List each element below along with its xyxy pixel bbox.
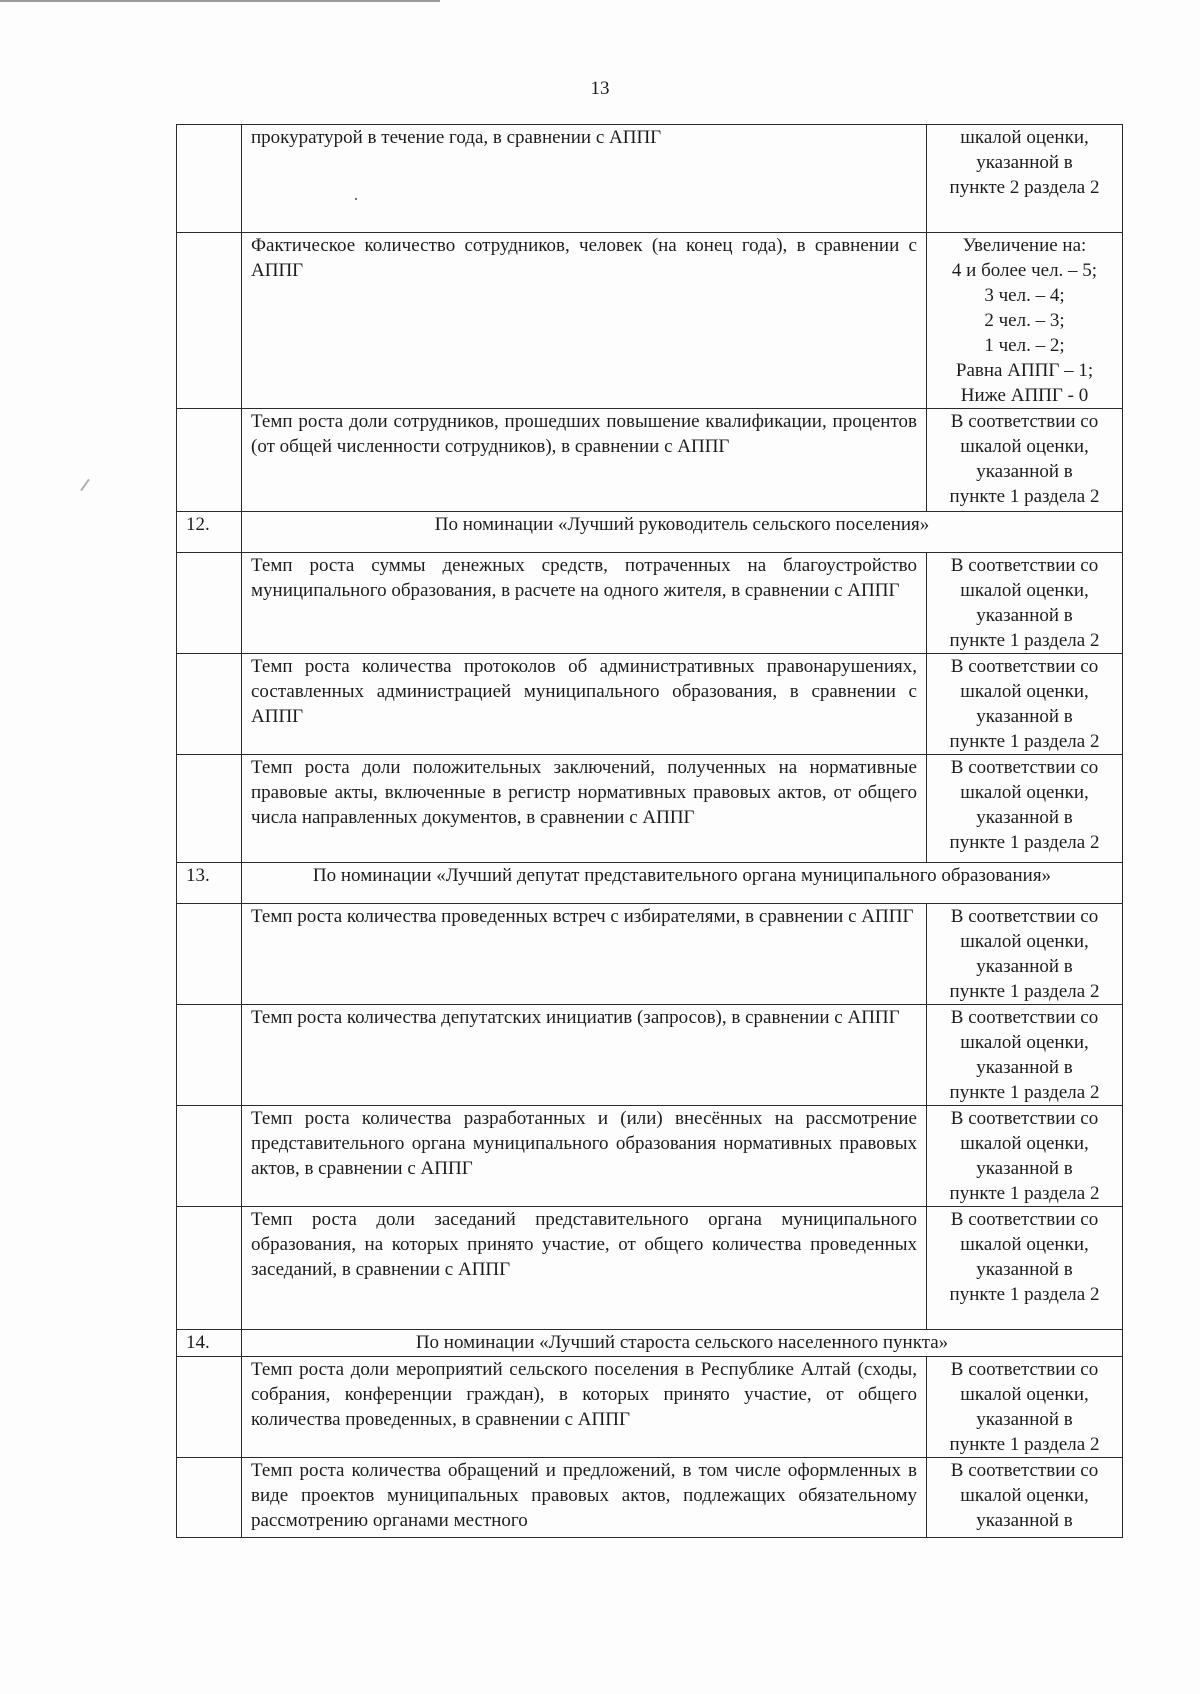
scan-edge-line bbox=[0, 0, 440, 2]
scoring-line: пункте 1 раздела 2 bbox=[949, 486, 1100, 507]
scoring-line: пункте 1 раздела 2 bbox=[949, 832, 1100, 853]
criterion-description: Темп роста доли мероприятий сельского поселения в Республике Алтай (сходы, собрания, конференции граждан), в которых принято участие, от общего количества проведенных, в сравнении с АППГ bbox=[242, 1357, 927, 1458]
criterion-description: Темп роста количества разработанных и (или) внесённых на рассмотрение представительного органа муниципального образования нормативных правовых актов, в сравнении с АППГ bbox=[242, 1106, 927, 1207]
section-row bbox=[177, 512, 1123, 553]
criterion-row bbox=[177, 233, 1123, 409]
criterion-row bbox=[177, 1357, 1123, 1458]
scoring-line: В соответствии со bbox=[950, 656, 1099, 677]
criterion-row bbox=[177, 1005, 1123, 1106]
criterion-description: Темп роста суммы денежных средств, потраченных на благоустройство муниципального образования, в расчете на одного жителя, в сравнении с АППГ bbox=[242, 553, 927, 654]
scoring-line: В соответствии со bbox=[950, 1007, 1099, 1028]
row-number-cell bbox=[177, 1458, 242, 1538]
scoring-line: указанной в bbox=[976, 1158, 1073, 1179]
scoring-line: указанной в bbox=[976, 706, 1073, 727]
scoring-method bbox=[927, 1005, 1123, 1106]
row-number-cell bbox=[177, 1005, 242, 1106]
criterion-row bbox=[177, 904, 1123, 1005]
section-title: По номинации «Лучший староста сельского населенного пункта» bbox=[242, 1330, 1123, 1357]
criterion-row bbox=[177, 553, 1123, 654]
scoring-method bbox=[927, 904, 1123, 1005]
criterion-row bbox=[177, 409, 1123, 512]
scoring-line: пункте 1 раздела 2 bbox=[949, 1082, 1100, 1103]
scoring-line: шкалой оценки, bbox=[960, 436, 1089, 457]
scoring-line: шкалой оценки, bbox=[960, 1032, 1089, 1053]
scan-artifact-mark bbox=[80, 479, 90, 492]
scoring-line: шкалой оценки, bbox=[960, 1133, 1089, 1154]
scoring-method bbox=[927, 409, 1123, 512]
scoring-line: Ниже АППГ - 0 bbox=[960, 385, 1089, 406]
scoring-line: В соответствии со bbox=[950, 1108, 1099, 1129]
scoring-line: Равна АППГ – 1; bbox=[955, 360, 1094, 381]
criterion-row bbox=[177, 1207, 1123, 1330]
scoring-method bbox=[927, 755, 1123, 863]
criterion-row bbox=[177, 125, 1123, 233]
criteria-table bbox=[176, 124, 1123, 1538]
section-title: По номинации «Лучший депутат представительного органа муниципального образования» bbox=[242, 863, 1123, 904]
scoring-method bbox=[927, 125, 1123, 233]
criterion-description: прокуратурой в течение года, в сравнении с АППГ bbox=[242, 125, 927, 233]
row-number-cell bbox=[177, 755, 242, 863]
scoring-line: Увеличение на: bbox=[962, 235, 1087, 256]
scoring-line: указанной в bbox=[976, 956, 1073, 977]
criterion-row bbox=[177, 1458, 1123, 1538]
scoring-line: шкалой оценки, bbox=[960, 782, 1089, 803]
section-row bbox=[177, 863, 1123, 904]
scoring-line: В соответствии со bbox=[950, 555, 1099, 576]
scoring-line: пункте 1 раздела 2 bbox=[949, 731, 1100, 752]
criterion-description: Темп роста доли заседаний представительного органа муниципального образования, на которых принято участие, от общего количества проведенных заседаний, в сравнении с АППГ bbox=[242, 1207, 927, 1330]
scoring-line: В соответствии со bbox=[950, 757, 1099, 778]
scoring-line: шкалой оценки, bbox=[960, 580, 1089, 601]
scoring-line: шкалой оценки, bbox=[960, 127, 1089, 148]
scoring-line: пункте 1 раздела 2 bbox=[949, 1183, 1100, 1204]
section-number: 13. bbox=[177, 863, 242, 904]
criterion-description: Темп роста доли сотрудников, прошедших повышение квалификации, процентов (от общей численности сотрудников), в сравнении с АППГ bbox=[242, 409, 927, 512]
criterion-row bbox=[177, 654, 1123, 755]
scoring-line: указанной в bbox=[976, 1409, 1073, 1430]
scoring-line: шкалой оценки, bbox=[960, 1234, 1089, 1255]
row-number-cell bbox=[177, 233, 242, 409]
criterion-description: Темп роста доли положительных заключений, полученных на нормативные правовые акты, включенные в регистр нормативных правовых актов, от общего числа направленных документов, в сравнении с АППГ bbox=[242, 755, 927, 863]
scoring-line: пункте 1 раздела 2 bbox=[949, 1434, 1100, 1455]
scoring-line: 2 чел. – 3; bbox=[984, 310, 1065, 331]
criterion-row bbox=[177, 755, 1123, 863]
scoring-method bbox=[927, 1458, 1123, 1538]
section-title: По номинации «Лучший руководитель сельского поселения» bbox=[242, 512, 1123, 553]
scoring-line: пункте 1 раздела 2 bbox=[949, 1284, 1100, 1305]
row-number-cell bbox=[177, 125, 242, 233]
scoring-line: 4 и более чел. – 5; bbox=[951, 260, 1098, 281]
scoring-line: В соответствии со bbox=[950, 411, 1099, 432]
criterion-description: Темп роста количества обращений и предложений, в том числе оформленных в виде проектов муниципальных правовых актов, подлежащих обязательному рассмотрению органами местного bbox=[242, 1458, 927, 1538]
scoring-method bbox=[927, 553, 1123, 654]
scoring-method bbox=[927, 1357, 1123, 1458]
scoring-line: пункте 1 раздела 2 bbox=[949, 981, 1100, 1002]
scoring-line: пункте 2 раздела 2 bbox=[949, 177, 1100, 198]
row-number-cell bbox=[177, 409, 242, 512]
scoring-method bbox=[927, 1207, 1123, 1330]
scoring-line: указанной в bbox=[976, 605, 1073, 626]
row-number-cell bbox=[177, 654, 242, 755]
section-number: 12. bbox=[177, 512, 242, 553]
criterion-description: Фактическое количество сотрудников, человек (на конец года), в сравнении с АППГ bbox=[242, 233, 927, 409]
row-number-cell bbox=[177, 1207, 242, 1330]
scoring-line: указанной в bbox=[976, 1510, 1073, 1531]
scoring-line: указанной в bbox=[976, 152, 1073, 173]
criterion-description: Темп роста количества проведенных встреч с избирателями, в сравнении с АППГ bbox=[242, 904, 927, 1005]
page-number: 13 bbox=[590, 78, 610, 99]
section-number: 14. bbox=[177, 1330, 242, 1357]
row-number-cell bbox=[177, 553, 242, 654]
scoring-line: указанной в bbox=[976, 461, 1073, 482]
scoring-method bbox=[927, 654, 1123, 755]
scoring-method bbox=[927, 233, 1123, 409]
section-row bbox=[177, 1330, 1123, 1357]
criterion-description: Темп роста количества протоколов об административных правонарушениях, составленных администрацией муниципального образования, в сравнении с АППГ bbox=[242, 654, 927, 755]
scoring-line: пункте 1 раздела 2 bbox=[949, 630, 1100, 651]
scoring-line: 1 чел. – 2; bbox=[984, 335, 1065, 356]
scoring-line: указанной в bbox=[976, 1057, 1073, 1078]
row-number-cell bbox=[177, 904, 242, 1005]
scoring-line: указанной в bbox=[976, 1259, 1073, 1280]
criterion-description: Темп роста количества депутатских инициатив (запросов), в сравнении с АППГ bbox=[242, 1005, 927, 1106]
row-number-cell bbox=[177, 1106, 242, 1207]
scoring-line: В соответствии со bbox=[950, 1209, 1099, 1230]
scoring-line: указанной в bbox=[976, 807, 1073, 828]
criterion-row bbox=[177, 1106, 1123, 1207]
scoring-line: шкалой оценки, bbox=[960, 1384, 1089, 1405]
scoring-line: В соответствии со bbox=[950, 1460, 1099, 1481]
scoring-line: шкалой оценки, bbox=[960, 1485, 1089, 1506]
scoring-line: В соответствии со bbox=[950, 1359, 1099, 1380]
row-number-cell bbox=[177, 1357, 242, 1458]
scoring-line: 3 чел. – 4; bbox=[984, 285, 1065, 306]
scoring-line: В соответствии со bbox=[950, 906, 1099, 927]
scoring-line: шкалой оценки, bbox=[960, 681, 1089, 702]
scoring-method bbox=[927, 1106, 1123, 1207]
scoring-line: шкалой оценки, bbox=[960, 931, 1089, 952]
